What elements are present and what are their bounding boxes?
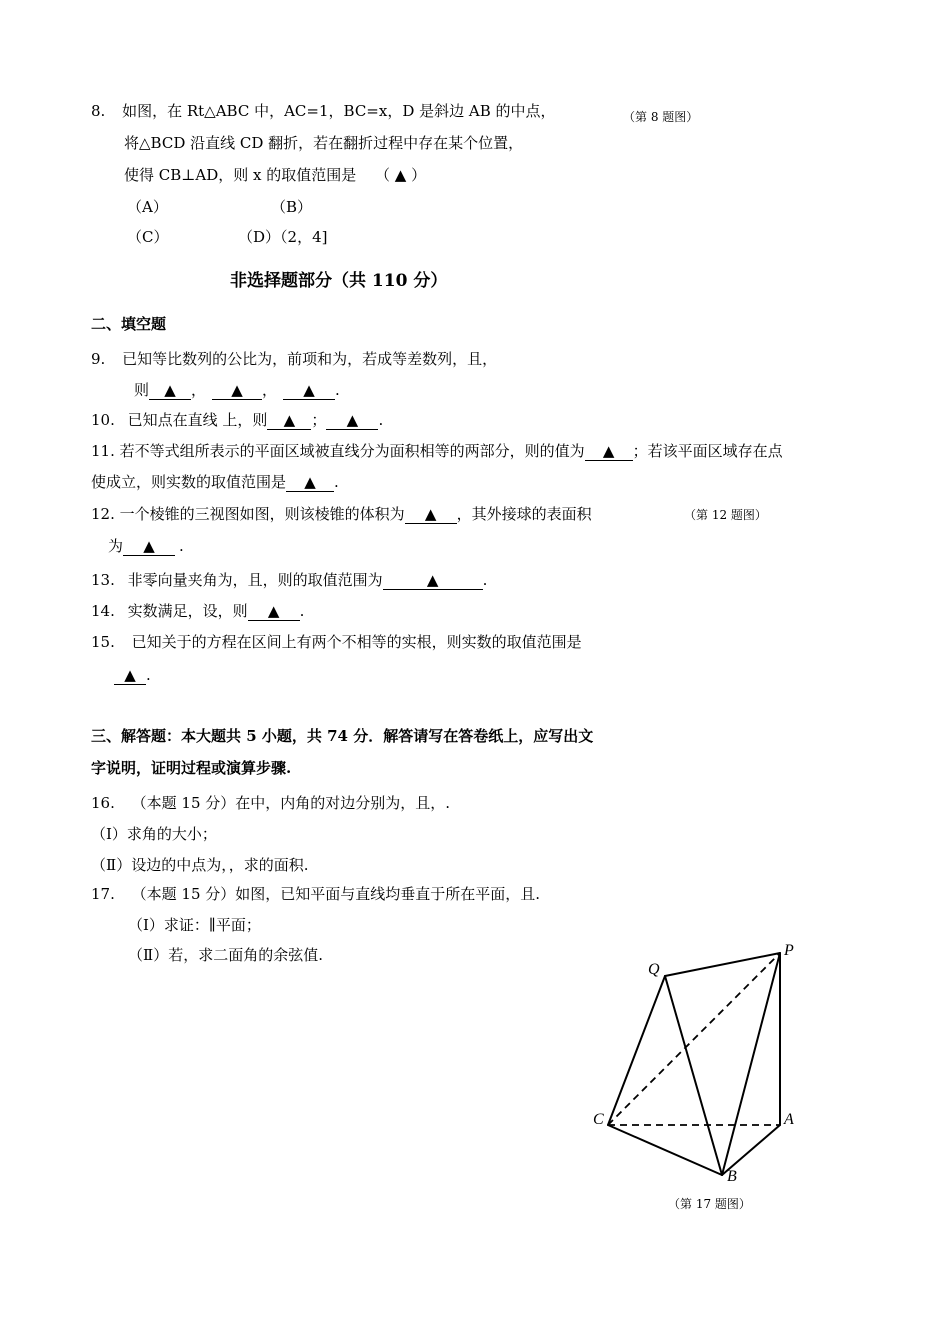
- q9-number: 9.: [91, 350, 106, 368]
- q15-number: 15.: [91, 633, 115, 651]
- q10-number: 10.: [91, 411, 115, 429]
- q9-stem: 已知等比数列的公比为，前项和为，若成等差数列，且，: [122, 350, 498, 368]
- q11-blank-2: ▲: [286, 473, 334, 492]
- q16-sub1: （Ⅰ）求角的大小；: [91, 825, 217, 843]
- q13-period: .: [482, 571, 488, 589]
- q15-blank: ▲: [114, 666, 146, 685]
- q8-option-c: （C）: [127, 228, 169, 246]
- q17-sub2: （Ⅱ）若，求二面角的余弦值.: [128, 946, 323, 964]
- q11-period: .: [334, 473, 339, 491]
- q9-blank-1: ▲: [149, 381, 191, 400]
- q9-separator-1: ，: [191, 381, 207, 399]
- q12-stem: 12. 一个棱锥的三视图如图，则该棱锥的体积为: [91, 505, 405, 523]
- edge-cq: [608, 976, 665, 1125]
- q9-period: .: [335, 381, 340, 399]
- edge-cb: [608, 1125, 722, 1175]
- part2-heading: 二、填空题: [91, 315, 167, 333]
- q13-stem: 非零向量夹角为，且，则的取值范围为: [127, 571, 383, 589]
- edge-qp: [665, 953, 780, 976]
- q8-line3-text: 使得 CB⊥AD，则 x 的取值范围是: [124, 166, 357, 184]
- q13-blank: ▲: [383, 571, 483, 590]
- label-c: C: [593, 1111, 604, 1128]
- part3-heading-line2: 字说明，证明过程或演算步骤.: [91, 759, 292, 777]
- edge-pb: [722, 953, 780, 1175]
- q9-blank-2: ▲: [212, 381, 262, 400]
- q9-prefix: 则: [134, 381, 150, 399]
- q14-number: 14.: [91, 602, 115, 620]
- q17-stem: （本题 15 分）如图，已知平面与直线均垂直于所在平面，且.: [131, 885, 541, 903]
- q12-figure-caption: （第 12 题图）: [684, 508, 767, 522]
- q11-stem-line2: 使成立，则实数的取值范围是: [91, 473, 287, 491]
- q14-blank: ▲: [248, 602, 300, 621]
- q11-blank-1: ▲: [585, 442, 633, 461]
- q10-separator: ；: [311, 411, 327, 429]
- label-q: Q: [648, 961, 660, 978]
- q15-period: .: [146, 666, 151, 684]
- q10-blank-1: ▲: [267, 411, 311, 430]
- q17-number: 17.: [91, 885, 115, 903]
- edge-cp-dashed: [608, 953, 780, 1125]
- q8-stem: 如图，在 Rt△ABC 中，AC=1，BC=x，D 是斜边 AB 的中点，: [122, 102, 556, 120]
- q17-sub1: （Ⅰ）求证：∥平面；: [128, 916, 261, 934]
- q8-option-d: （D）（2，4]: [238, 228, 328, 246]
- q16-sub2: （Ⅱ）设边的中点为，，求的面积.: [91, 856, 309, 874]
- section-title: 非选择题部分（共 110 分）: [230, 271, 448, 291]
- q8-line2: 将△BCD 沿直线 CD 翻折，若在翻折过程中存在某个位置，: [124, 134, 524, 152]
- q16-stem: （本题 15 分）在中，内角的对边分别为，且，.: [131, 794, 451, 812]
- q8-option-b: （B）: [271, 198, 313, 216]
- q12-blank-1: ▲: [405, 505, 457, 524]
- label-p: P: [784, 942, 794, 959]
- label-a: A: [784, 1111, 794, 1128]
- q14-stem: 实数满足，设，则: [127, 602, 248, 620]
- edge-qb: [665, 976, 722, 1175]
- q17-figure-caption: （第 17 题图）: [668, 1197, 751, 1211]
- q12-stem-cont: ，其外接球的表面积: [456, 505, 592, 523]
- q9-blank-3: ▲: [283, 381, 335, 400]
- label-b: B: [727, 1168, 737, 1185]
- q8-answer-placeholder: （ ▲ ）: [375, 166, 427, 184]
- q15-stem: 已知关于的方程在区间上有两个不相等的实根，则实数的取值范围是: [131, 633, 582, 651]
- q11-stem: 11. 若不等式组所表示的平面区域被直线分为面积相等的两部分，则的值为: [91, 442, 585, 460]
- q10-stem: 已知点在直线 上，则: [127, 411, 268, 429]
- q11-stem-cont: ；若该平面区域存在点: [632, 442, 783, 460]
- q12-period: .: [179, 537, 184, 555]
- q14-period: .: [299, 602, 305, 620]
- q10-blank-2: ▲: [326, 411, 378, 430]
- q8-number: 8.: [91, 102, 106, 120]
- q12-blank-2: ▲: [123, 537, 175, 556]
- q16-number: 16.: [91, 794, 115, 812]
- q8-option-a: （A）: [127, 198, 168, 216]
- q13-number: 13.: [91, 571, 115, 589]
- q8-figure-caption: （第 8 题图）: [623, 110, 699, 124]
- q12-prefix: 为: [108, 537, 124, 555]
- part3-heading-line1: 三、解答题：本大题共 5 小题，共 74 分．解答请写在答卷纸上，应写出文: [91, 727, 594, 745]
- q9-separator-2: ，: [262, 381, 278, 399]
- q10-period: .: [378, 411, 384, 429]
